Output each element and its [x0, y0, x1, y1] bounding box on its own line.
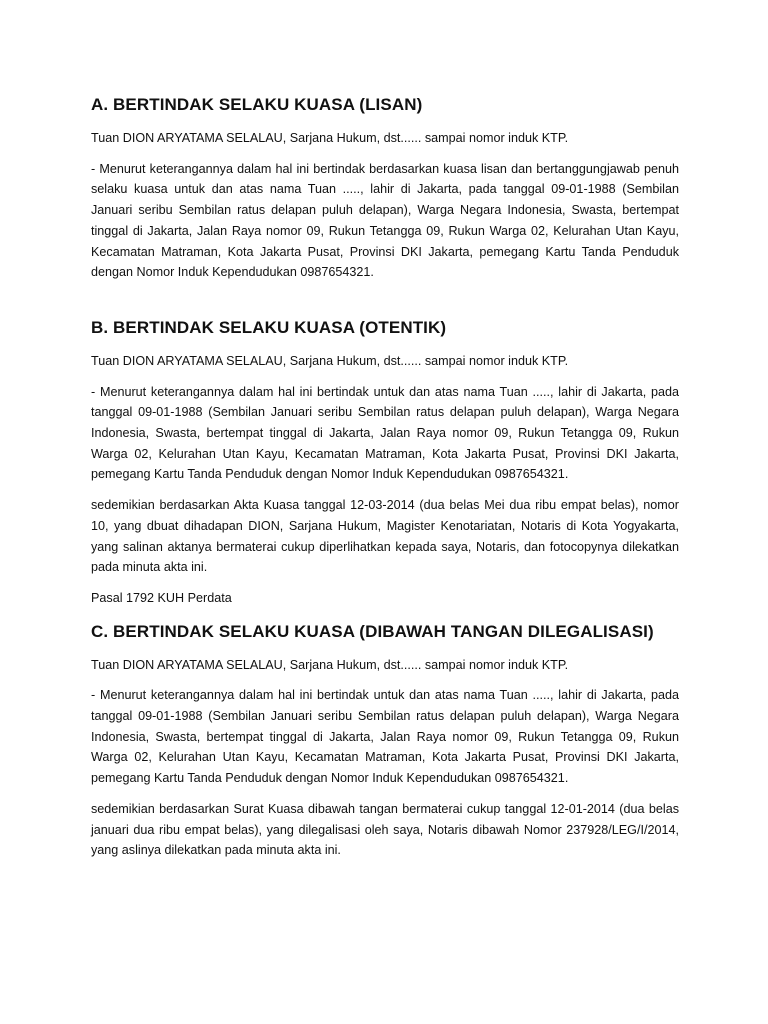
section-spacer	[91, 293, 679, 317]
section-b-body: - Menurut keterangannya dalam hal ini bertindak untuk dan atas nama Tuan ....., lahir di Jakarta, pada tanggal 09-01-1988 (Sembilan Januari seribu Sembilan ratus delapan puluh delapan), Warga Negara Indonesia, Swasta, bertempat tinggal di Jakarta, Jalan Raya nomor 09, Rukun Tetangga 09, Rukun Warga 02, Kelurahan Utan Kayu, Kecamatan Matraman, Kota Jakarta Pusat, Provinsi DKI Jakarta, pemegang Kartu Tanda Penduduk dengan Nomor Induk Kependudukan 0987654321.	[91, 384, 679, 482]
section-b-basis: sedemikian berdasarkan Akta Kuasa tanggal 12-03-2014 (dua belas Mei dua ribu empat belas), nomor 10, yang dbuat dihadapan DION, Sarjana Hukum, Magister Kenotariatan, Notaris di Kota Yogyakarta, yang salinan aktanya bermaterai cukup diperlihatkan kepada saya, Notaris, dan fotocopynya dilekatkan pada minuta akta ini.	[91, 498, 679, 575]
section-c-body: - Menurut keterangannya dalam hal ini bertindak untuk dan atas nama Tuan ....., lahir di Jakarta, pada tanggal 09-01-1988 (Sembilan Januari seribu Sembilan ratus delapan puluh delapan), Warga Negara Indonesia, Swasta, bertempat tinggal di Jakarta, Jalan Raya nomor 09, Rukun Tetangga 09, Rukun Warga 02, Kelurahan Utan Kayu, Kecamatan Matraman, Kota Jakarta Pusat, Provinsi DKI Jakarta, pemegang Kartu Tanda Penduduk dengan Nomor Induk Kependudukan 0987654321.	[91, 688, 679, 786]
section-c-heading: C. BERTINDAK SELAKU KUASA (DIBAWAH TANGAN DILEGALISASI)	[91, 621, 654, 641]
section-b-article: Pasal 1792 KUH Perdata	[91, 590, 232, 605]
section-a-intro: Tuan DION ARYATAMA SELALAU, Sarjana Hukum, dst...... sampai nomor induk KTP.	[91, 131, 569, 145]
section-a-heading: A. BERTINDAK SELAKU KUASA (LISAN)	[91, 95, 423, 114]
section-c-basis: sedemikian berdasarkan Surat Kuasa dibawah tangan bermaterai cukup tanggal 12-01-2014 (dua belas januari dua ribu empat belas), yang dilegalisasi oleh saya, Notaris dibawah Nomor 237928/LEG/I/2014, yang aslinya dilekatkan pada minuta akta ini.	[91, 801, 679, 858]
section-c-intro: Tuan DION ARYATAMA SELALAU, Sarjana Hukum, dst...... sampai nomor induk KTP.	[91, 657, 569, 672]
section-a-body: - Menurut keterangannya dalam hal ini bertindak berdasarkan kuasa lisan dan bertanggungjawab penuh selaku kuasa untuk dan atas nama Tuan ....., lahir di Jakarta, pada tanggal 09-01-1988 (Sembilan Januari seribu Sembilan ratus delapan puluh delapan), Warga Negara Indonesia, Swasta, bertempat tinggal di Jakarta, Jalan Raya nomor 09, Rukun Tetangga 09, Rukun Warga 02, Kelurahan Utan Kayu, Kecamatan Matraman, Kota Jakarta Pusat, Provinsi DKI Jakarta, pemegang Kartu Tanda Penduduk dengan Nomor Induk Kependudukan 0987654321.	[91, 161, 679, 280]
section-b-heading: B. BERTINDAK SELAKU KUASA (OTENTIK)	[91, 317, 447, 337]
section-b-intro: Tuan DION ARYATAMA SELALAU, Sarjana Hukum, dst...... sampai nomor induk KTP.	[91, 353, 569, 368]
